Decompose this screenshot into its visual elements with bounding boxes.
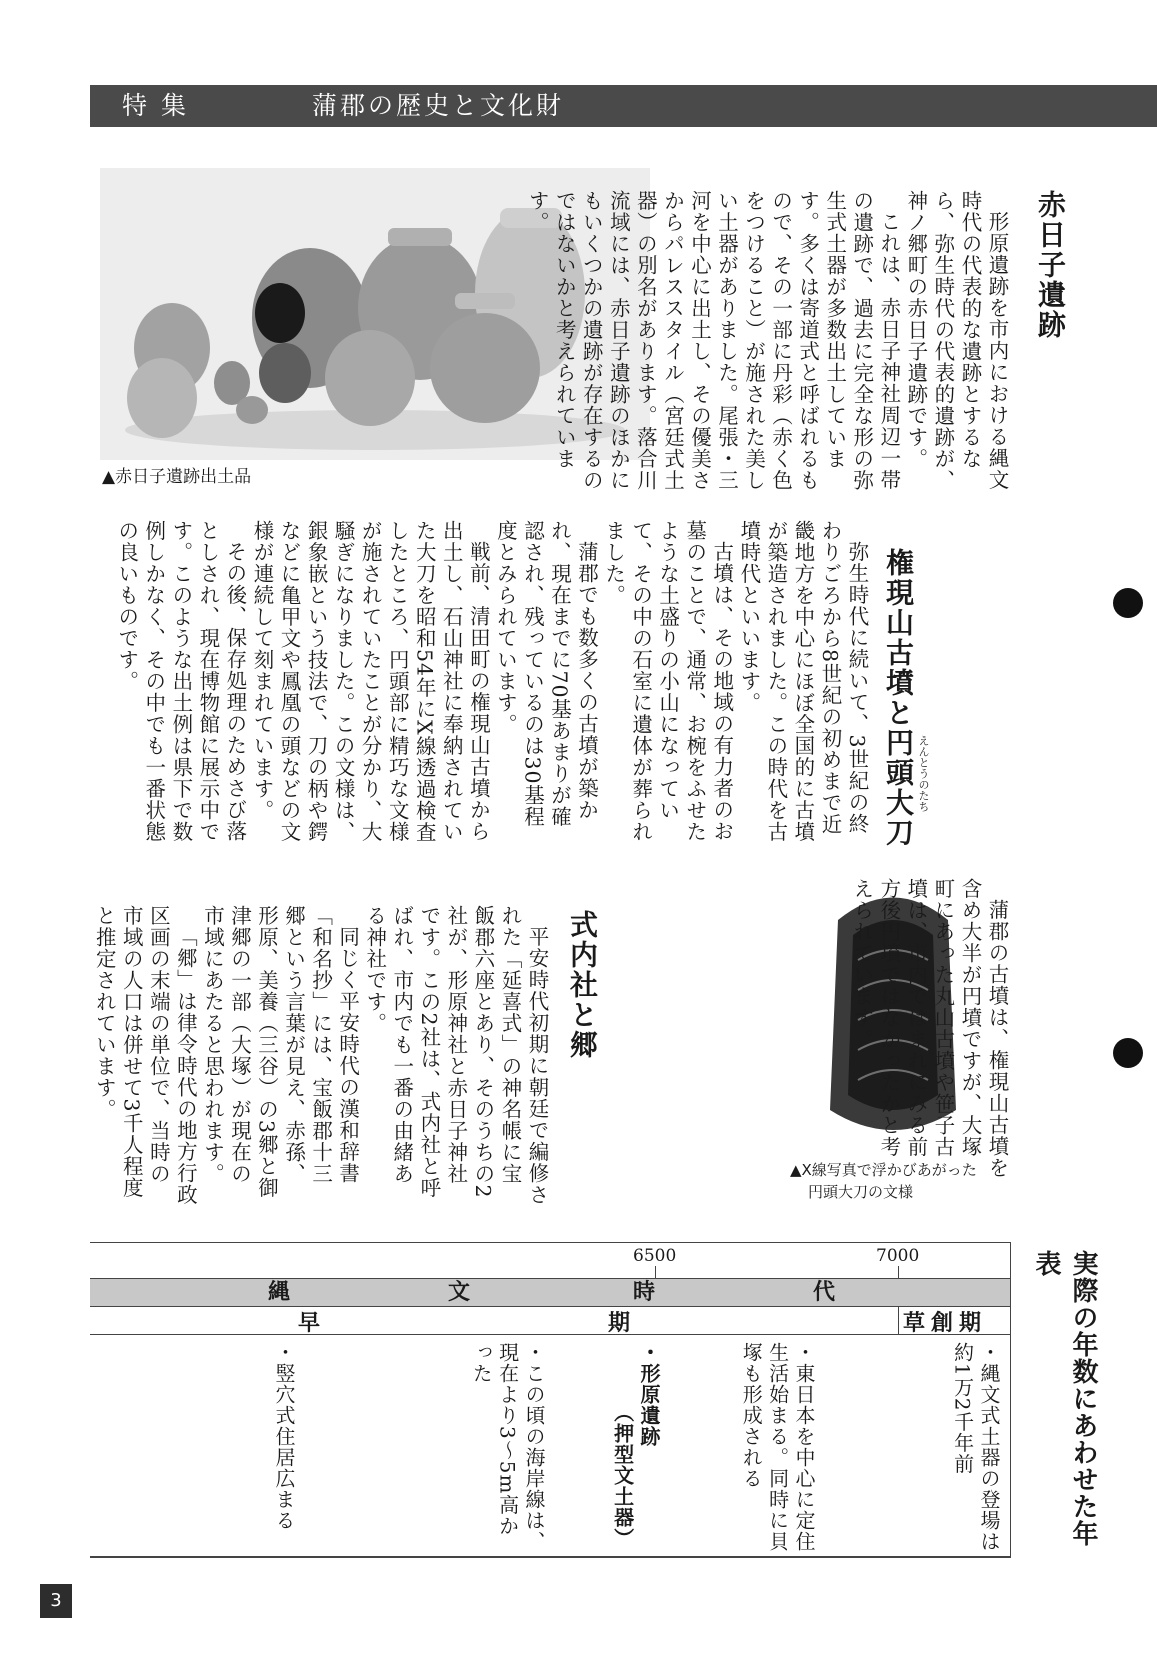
para-gongen-4: 戦前、清田町の権現山古墳から出土し、石山神社に奉納されていた大刀を昭和54年にX線透過検査したところ、円頭部に精巧な文様が施されていたことが分かり、大騒ぎになりました。この文様は、銀象嵌という技法で、刀の柄や鍔などに亀甲文や鳳凰の頭などの文様が連続して刻まれています。 <box>249 520 491 844</box>
feature-title: 蒲郡の歴史と文化財 <box>312 91 565 120</box>
para-shikinai-2: 同じく平安時代の漢和辞書「和名抄」には、宝飯郡十三郷という言葉が見え、赤孫、形原、美養（三谷）の3郷と御津郷の一部（大塚）が現在の市域にあたると思われます。 <box>200 905 360 1199</box>
period-divider <box>898 1306 899 1334</box>
page-number: 3 <box>40 1584 72 1618</box>
para-gongen-1: 弥生時代に続いて、3世紀の終わりごろから8世紀の初めまで近畿地方を中心にほぼ全国的に古墳が築造されました。この時代を古墳時代といいます。 <box>736 520 869 843</box>
event-katahara <box>612 1342 662 1557</box>
para-akahiko-1: 形原遺跡を市内における縄文時代の代表的な遺跡とするなら、弥生時代の代表的遺跡が、神ノ郷町の赤日子遺跡です。 <box>903 190 1009 491</box>
era-char-4: 代 <box>813 1279 836 1305</box>
margin-dot-lower <box>1113 1038 1143 1068</box>
event-e5: ・竪穴式住居広まる <box>272 1342 296 1531</box>
para-gongen-3: 蒲郡でも数多くの古墳が築かれ、現在までに70基あまりが確認され、残っているのは30基程度とみられています。 <box>493 520 599 828</box>
feature-banner <box>90 85 1157 127</box>
event-e1: ・縄文式土器の登場は約1万2千年前 <box>950 1342 1001 1552</box>
timeline-bottom-rule <box>90 1556 1010 1558</box>
tick-mark-6500 <box>655 1266 656 1278</box>
para-gongen-6: 蒲郡の古墳は、権現山古墳を含め大半が円墳ですが、大塚町にあった丸山古墳や笹子古墳は、市内ではまれにみる前方後円墳ではなかったかと考えられています。 <box>849 878 1009 1178</box>
heading-gongen: 権現山古墳と円頭大刀 <box>882 548 915 848</box>
feature-label: 特 集 <box>122 91 189 120</box>
text-gongen-lower <box>600 878 1010 1178</box>
para-gongen-5: その後、保存処理のためさび落としされ、現在博物館に展示中です。このような出土例は県下で数例しかなく、その中でも一番状態の良いものです。 <box>114 520 247 843</box>
xray-caption-line1: ▲X線写真で浮かびあがった <box>790 1161 977 1179</box>
text-gongen-middle <box>90 520 870 845</box>
era-char-2: 文 <box>448 1279 471 1305</box>
xray-caption-line2: 円頭大刀の文様 <box>808 1182 914 1201</box>
event-jomon-pottery <box>932 1342 1002 1552</box>
text-shikinai <box>90 905 550 1205</box>
tick-7000: 7000 <box>876 1246 920 1266</box>
tick-mark-7000 <box>898 1266 899 1278</box>
period-early-2: 期 <box>608 1310 631 1336</box>
photo-caption: ▲赤日子遺跡出土品 <box>102 467 252 487</box>
era-char-1: 縄 <box>268 1279 291 1305</box>
para-akahiko-2: これは、赤日子神社周辺一帯の遺跡で、過去に完全な形の弥生式土器が多数出土しています。多くは寄道式と呼ばれるもので、その一部に丹彩（赤く色をつけること）が施された美しい土器がありました。尾張・三河を中心に出土し、その優美さからパレススタイル（宮廷式土器）の別名があります。落合川流域には、赤日子遺跡のほかにもいくつかの遺跡が存在するのではないかと考えられています。 <box>525 190 901 491</box>
period-row <box>90 1306 1010 1335</box>
event-e2: ・東日本を中心に定住生活始まる。同時に貝塚も形成される <box>739 1342 816 1552</box>
timeline-right-rule <box>1010 1242 1011 1558</box>
timeline-top-rule <box>90 1242 1010 1243</box>
period-initial: 草創期 <box>903 1310 988 1336</box>
para-gongen-2: 古墳は、その地域の有力者のお墓のことで、通常、お椀をふせたような土盛りの小山になっていて、その中の石室に遺体が葬られました。 <box>601 520 734 843</box>
era-char-3: 時 <box>633 1279 656 1305</box>
era-band <box>90 1278 1010 1307</box>
para-shikinai-1: 平安時代初期に朝廷で編修された「延喜式」の神名帳に宝飯郡六座とあり、そのうちの2社が、形原神社と赤日子神社です。この2社は、式内社と呼ばれ、市内でも一番の由緒ある神社です。 <box>362 905 549 1205</box>
event-e4: ・この頃の海岸線は、現在より3～5m高かった <box>469 1342 546 1552</box>
event-e3-sub: （押型文土器） <box>610 1402 635 1549</box>
heading-shikinai: 式内社と郷 <box>566 910 599 1060</box>
event-settlement <box>722 1342 817 1552</box>
event-coastline <box>452 1342 547 1552</box>
tick-6500: 6500 <box>633 1246 677 1266</box>
text-akahiko-top <box>525 190 1010 505</box>
heading-gongen-ruby: えんとうのたち <box>917 735 930 812</box>
margin-dot-upper <box>1113 588 1143 618</box>
event-pit-dwelling <box>262 1342 297 1552</box>
period-early-1: 早 <box>298 1310 321 1336</box>
timeline-title: 実際の年数にあわせた年表 <box>1031 1250 1098 1547</box>
heading-akahiko: 赤日子遺跡 <box>1034 190 1067 340</box>
para-shikinai-3: 「郷」は律令時代の地方行政区画の末端の単位で、当時の市域の人口は併せて3千人程度と推定されています。 <box>92 905 198 1205</box>
event-e3-title: ・形原遺跡 <box>637 1342 661 1447</box>
